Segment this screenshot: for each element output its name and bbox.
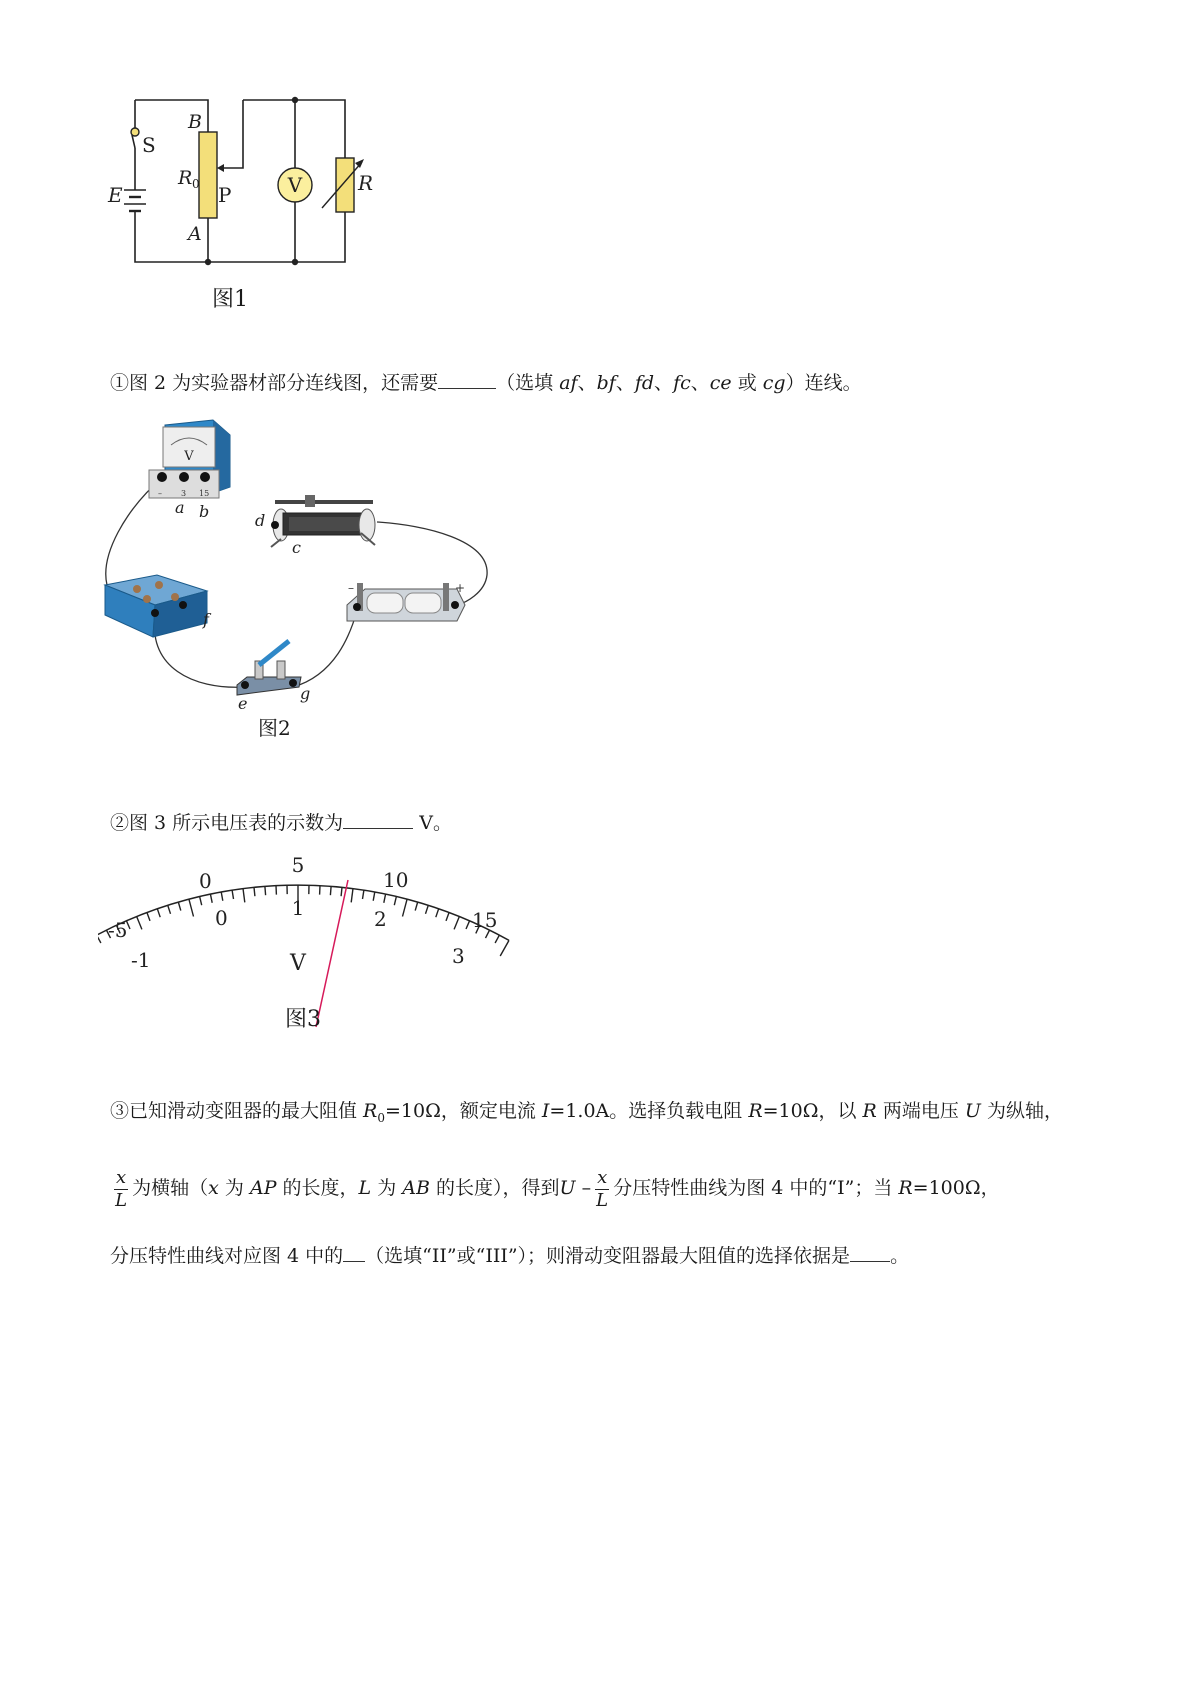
q2-prefix: ②图 3 所示电压表的示数为 xyxy=(110,812,344,834)
dial-tick xyxy=(495,935,499,943)
q3-text: 为 xyxy=(218,1177,250,1199)
q3-text: 为纵轴， xyxy=(980,1100,1063,1122)
q3-text: 为横轴（ xyxy=(132,1177,209,1199)
q3-var: AB xyxy=(402,1177,430,1199)
dial-tick xyxy=(168,905,171,914)
q3-text: 分压特性曲线对应图 4 中的 xyxy=(110,1245,344,1267)
q1-option: af xyxy=(559,372,578,394)
q3-sub: 0 xyxy=(377,1110,385,1125)
terminal-f-label: f xyxy=(203,610,209,629)
outer-label: 5 xyxy=(291,853,305,877)
q3-text: =10Ω，额定电流 xyxy=(385,1100,542,1122)
q3-var: AP xyxy=(249,1177,277,1199)
inner-label: -1 xyxy=(131,948,151,972)
dial-tick xyxy=(363,890,364,899)
q1-suffix: ）连线。 xyxy=(785,372,862,394)
q3-var: R xyxy=(748,1100,763,1122)
q1-sep: 、 xyxy=(654,372,674,394)
question-3-line-2 xyxy=(110,1162,1000,1214)
figure-2-caption: 图2 xyxy=(258,716,291,740)
voltmeter xyxy=(278,168,312,202)
q3-var: R xyxy=(862,1100,877,1122)
dial-tick xyxy=(137,916,142,929)
dial-tick xyxy=(243,889,245,903)
figure-3-caption: 图3 xyxy=(285,1007,321,1032)
q1-option: fd xyxy=(634,372,655,394)
slider-arrow xyxy=(217,164,224,172)
svg-text:3: 3 xyxy=(181,489,187,498)
terminal-a-label: a xyxy=(175,498,185,517)
battery-e xyxy=(124,190,146,218)
dial-tick xyxy=(221,892,223,901)
q3-var: R xyxy=(363,1100,378,1122)
dial-tick xyxy=(500,940,509,956)
q3-var: x xyxy=(208,1177,219,1199)
q3-var: L xyxy=(358,1177,372,1199)
q1-sep: 、 xyxy=(690,372,710,394)
svg-text:15: 15 xyxy=(199,489,210,498)
question-1 xyxy=(110,370,862,396)
q1-option: ce xyxy=(709,372,732,394)
question-3-line-3 xyxy=(110,1243,909,1269)
q3-dash: – xyxy=(581,1177,592,1199)
fraction-x-over-l xyxy=(114,1167,128,1212)
outer-label: 15 xyxy=(472,908,498,932)
knife-switch xyxy=(237,641,301,695)
dial-tick xyxy=(254,887,255,896)
inner-label: 3 xyxy=(452,944,465,968)
inner-label: 0 xyxy=(215,906,228,930)
figure-1-circuit xyxy=(100,90,400,280)
q3-text: 两端电压 xyxy=(876,1100,965,1122)
q3-text: （选填“II”或“III”）；则滑动变阻器最大阻值的选择依据是 xyxy=(365,1245,851,1267)
switch-s xyxy=(131,128,139,148)
q3-var: R xyxy=(898,1177,913,1199)
dial-tick xyxy=(98,935,101,943)
dial-tick xyxy=(210,894,212,903)
dial-tick xyxy=(436,909,439,918)
svg-text:V: V xyxy=(184,449,194,464)
label-s: S xyxy=(142,133,156,157)
dial-tick xyxy=(384,894,386,903)
dial-tick xyxy=(466,921,470,929)
label-r0: R xyxy=(178,167,193,189)
q3-text: 的长度， xyxy=(276,1177,359,1199)
fraction-x-over-l xyxy=(595,1167,609,1212)
q1-prefix: ①图 2 为实验器材部分连线图，还需要 xyxy=(110,372,439,394)
figure-2-apparatus xyxy=(95,415,495,715)
dial-tick xyxy=(157,909,160,918)
q3-answer-blank-2[interactable] xyxy=(850,1243,890,1262)
dial-tick xyxy=(415,902,418,911)
q1-middle: （选填 xyxy=(496,372,554,394)
dial-tick xyxy=(446,912,449,921)
frac-den: L xyxy=(596,1189,609,1211)
outer-label: -5 xyxy=(108,918,128,942)
dial-tick xyxy=(265,886,266,895)
q3-text: =1.0A。选择负载电阻 xyxy=(549,1100,749,1122)
battery-holder xyxy=(347,581,465,621)
frac-num: x xyxy=(597,1166,608,1188)
rheostat-r0 xyxy=(199,132,217,218)
dial-tick xyxy=(373,892,375,901)
label-e: E xyxy=(108,183,123,207)
q3-text: 为 xyxy=(371,1177,403,1199)
svg-text:V: V xyxy=(287,173,303,197)
q1-or: 或 xyxy=(737,372,757,394)
dial-tick xyxy=(189,899,194,916)
svg-text:–: – xyxy=(158,489,162,498)
inner-label: 1 xyxy=(291,896,305,920)
q3-text: =100Ω， xyxy=(912,1177,1000,1199)
q1-option: bf xyxy=(596,372,616,394)
label-a: A xyxy=(188,223,202,245)
dial-tick xyxy=(178,902,181,911)
q1-option: cg xyxy=(762,372,786,394)
resistance-box xyxy=(105,575,207,637)
dial-tick xyxy=(330,886,331,895)
question-3-line-1 xyxy=(110,1098,1063,1131)
inner-label: 2 xyxy=(374,907,387,931)
dial-tick xyxy=(147,912,150,921)
figure-1-caption: 图1 xyxy=(212,287,248,312)
rheostat-device xyxy=(271,495,375,547)
label-p: P xyxy=(218,183,232,207)
label-b: B xyxy=(188,111,202,133)
dial-tick xyxy=(403,899,408,916)
q3-text: =10Ω，以 xyxy=(762,1100,863,1122)
terminal-d-label: d xyxy=(255,511,266,530)
dial-tick xyxy=(351,889,353,903)
q1-sep: 、 xyxy=(577,372,597,394)
dial-tick xyxy=(394,896,396,905)
q1-sep: 、 xyxy=(615,372,635,394)
dial-tick xyxy=(454,916,459,929)
frac-num: x xyxy=(116,1166,127,1188)
dial-unit: V xyxy=(290,951,306,976)
dial-tick xyxy=(232,890,233,899)
question-2 xyxy=(110,810,452,836)
terminal-c-label: c xyxy=(292,538,301,557)
q3-text: 。 xyxy=(890,1245,910,1267)
q3-var: U xyxy=(559,1177,576,1199)
terminal-b-label: b xyxy=(199,502,210,521)
q3-var: I xyxy=(541,1100,550,1122)
svg-text:+: + xyxy=(455,581,466,595)
q2-answer-blank[interactable] xyxy=(343,810,413,829)
q1-answer-blank[interactable] xyxy=(438,370,496,389)
svg-text:–: – xyxy=(348,581,354,595)
terminal-g-label: g xyxy=(300,684,311,703)
outer-label: 10 xyxy=(383,868,409,892)
q3-text: 的长度），得到 xyxy=(429,1177,560,1199)
dial-tick xyxy=(341,887,342,896)
q3-answer-blank-1[interactable] xyxy=(343,1243,365,1262)
voltmeter-device xyxy=(149,420,230,498)
dial-tick xyxy=(200,896,202,905)
label-r0-sub: 0 xyxy=(192,177,200,191)
q3-var: U xyxy=(964,1100,981,1122)
terminal-e-label: e xyxy=(238,694,248,713)
q3-text: ③已知滑动变阻器的最大阻值 xyxy=(110,1100,364,1122)
label-r: R xyxy=(358,171,374,195)
frac-den: L xyxy=(115,1189,128,1211)
outer-label: 0 xyxy=(199,869,212,893)
q1-option: fc xyxy=(673,372,691,394)
dial-tick xyxy=(426,905,429,914)
q3-text: 分压特性曲线为图 4 中的“I”；当 xyxy=(613,1177,899,1199)
q2-suffix: V。 xyxy=(419,812,452,834)
